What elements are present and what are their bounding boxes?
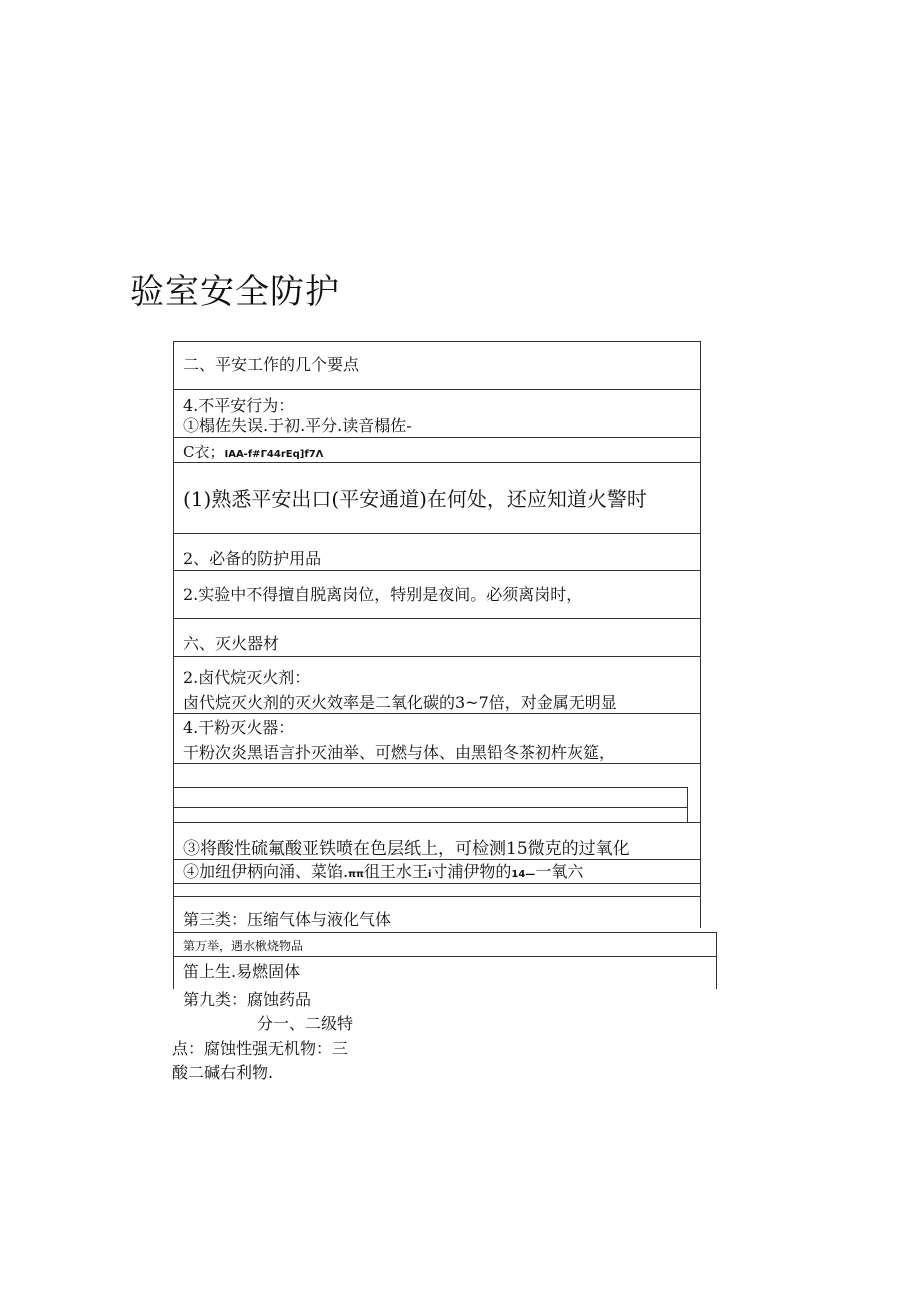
table-cell-text: (1)熟悉平安出口(平安通道)在何处，还应知道火警时 <box>183 487 647 511</box>
table-rule <box>173 341 700 342</box>
table-cell-text: 二、平安工作的几个要点 <box>183 355 360 374</box>
table-cell-fragment: ④加纽伊柄向涌、菜馅. <box>183 862 349 881</box>
table-cell-text: 干粉次炎黑语言扑灭油举、可燃与体、由黑铅冬茶初杵灰筵， <box>183 743 616 762</box>
table-cell-text: 第三类：压缩气体与液化气体 <box>183 910 392 929</box>
table-rule <box>173 389 700 390</box>
table-rule <box>173 570 700 571</box>
table-cell-text: 卤代烷灭火剂的灭火效率是二氧化碳的3~7倍，对金属无明显 <box>183 693 617 712</box>
table-cell-text: 六、灭火器材 <box>183 634 280 653</box>
table-rule <box>173 956 716 957</box>
table-cell-fragment: ππ <box>348 869 364 880</box>
table-cell-fragment: C衣； <box>183 443 225 461</box>
table-rule <box>173 896 700 897</box>
table-rule <box>173 533 700 534</box>
body-text: 点：腐蚀性强无机物：三 <box>172 1039 349 1058</box>
table-rule <box>173 822 700 823</box>
table-cell-text <box>183 442 323 465</box>
table-cell-text: 2.卤代烷灭火剂： <box>183 668 311 687</box>
table-cell-text <box>183 862 583 885</box>
table-rule <box>173 618 700 619</box>
table-cell-fragment: 一氧六 <box>535 862 584 881</box>
table-rule <box>173 787 687 788</box>
body-text: 分一、二级特 <box>257 1014 354 1033</box>
body-text: 酸二碱右利物. <box>172 1063 274 1082</box>
table-rule <box>173 713 700 714</box>
table-rule <box>173 437 700 438</box>
table-cell-fragment: 徂王水王 <box>363 862 428 881</box>
table-cell-text: 第万举，遇水楸烧物品 <box>183 939 304 953</box>
table-cell-text: 2、必备的防护用品 <box>183 549 322 568</box>
table-cell-fragment: IAA-f#Γ44rEq]f7Λ <box>224 449 324 460</box>
page-title: 验室安全防护 <box>130 272 340 312</box>
table-border-right-wide <box>716 932 717 989</box>
table-cell-text: ③将酸性硫氟酸亚铁喷在色层纸上，可检测15微克的过氧化 <box>183 839 630 859</box>
table-cell-fragment: 寸浦伊物的 <box>431 862 512 881</box>
table-cell-text: 4.不平安行为： <box>183 396 295 415</box>
table-cell-text: ①榻佐失误.于初.平分.读音榻佐- <box>183 416 412 435</box>
table-border-right-inner <box>687 787 688 822</box>
table-cell-text: 4.干粉灭火器： <box>183 718 295 737</box>
table-rule <box>173 763 700 764</box>
table-rule <box>173 807 687 808</box>
table-cell-fragment: i <box>427 869 432 880</box>
table-border-left <box>173 341 174 989</box>
table-rule <box>173 932 716 933</box>
table-cell-fragment: 14— <box>511 869 536 880</box>
table-cell-text: 2.实验中不得擅自脱离岗位，特别是夜间。必须离岗时， <box>183 585 583 604</box>
table-cell-text: 笛上生.易燃固体 <box>183 962 301 981</box>
table-rule <box>173 656 700 657</box>
table-border-right <box>700 341 701 928</box>
body-text: 第九类：腐蚀药品 <box>183 990 312 1009</box>
